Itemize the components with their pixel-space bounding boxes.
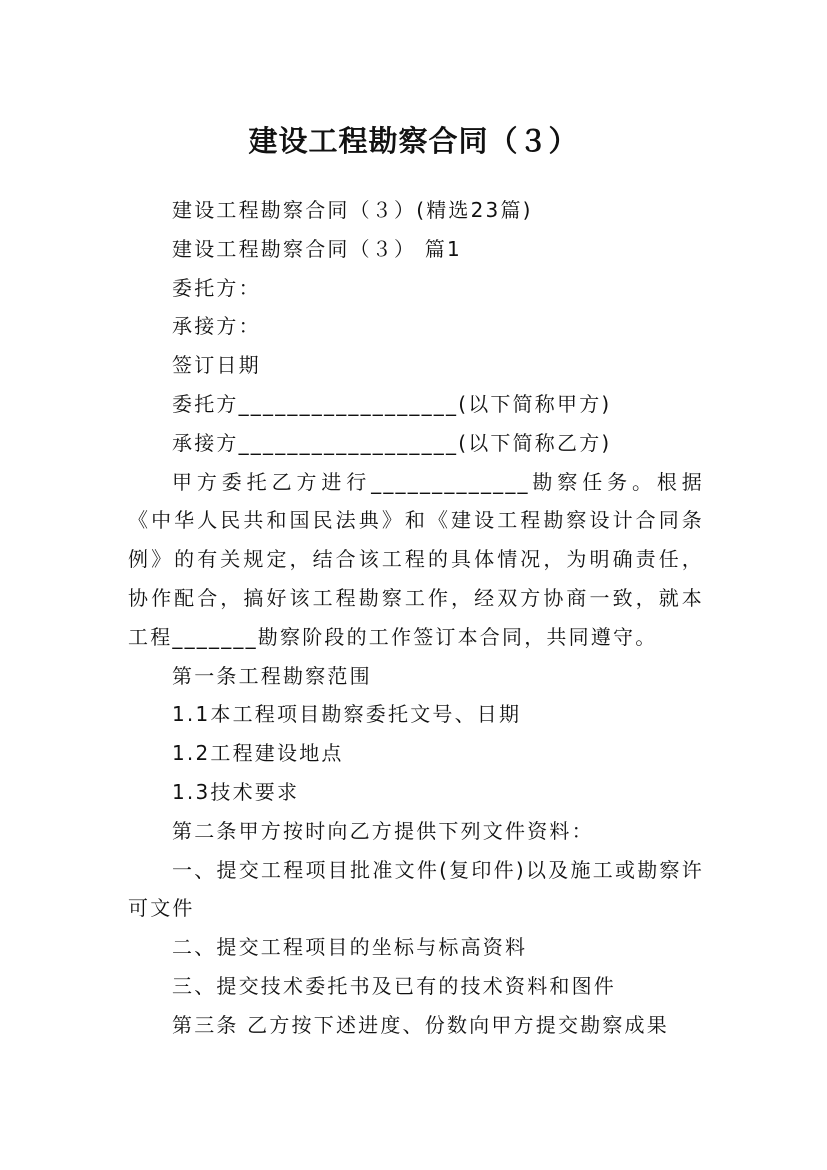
document-title: 建设工程勘察合同（３）	[248, 124, 579, 159]
paragraph-contractor-party-b: 承接方__________________(以下简称乙方)	[172, 430, 612, 455]
paragraph-article-heading: 建设工程勘察合同（３） 篇1	[172, 236, 462, 261]
paragraph-clause-2-item-1: 一、提交工程项目批准文件(复印件)以及施工或勘察许可文件	[128, 857, 704, 921]
paragraph-subtitle: 建设工程勘察合同（３）(精选23篇)	[172, 198, 533, 222]
paragraph-client-party-a: 委托方__________________(以下简称甲方)	[172, 391, 612, 416]
document-body	[128, 191, 704, 1045]
paragraph-client: 委托方：	[172, 275, 261, 300]
paragraph-signing-date: 签订日期	[172, 353, 261, 378]
paragraph-clause-1-heading: 第一条工程勘察范围	[172, 663, 372, 688]
paragraph-clause-2-item-3: 三、提交技术委托书及已有的技术资料和图件	[172, 973, 616, 998]
paragraph-clause-1-2: 1.2工程建设地点	[172, 741, 344, 766]
paragraph-clause-1-1: 1.1本工程项目勘察委托文号、日期	[172, 702, 522, 727]
paragraph-clause-2-heading: 第二条甲方按时向乙方提供下列文件资料：	[172, 818, 594, 843]
paragraph-clause-1-3: 1.3技术要求	[172, 779, 300, 804]
paragraph-clause-2-item-2: 二、提交工程项目的坐标与标高资料	[172, 935, 528, 960]
paragraph-preamble: 甲方委托乙方进行_____________勘察任务。根据《中华人民共和国民法典》和《建设工程勘察设计合同条例》的有关规定，结合该工程的具体情况，为明确责任，协作配合，搞好该工程勘察工作，经双方协商一致，就本工程_______勘察阶段的工作签订本合同，共同遵守。	[128, 469, 704, 649]
paragraph-contractor: 承接方：	[172, 314, 261, 339]
paragraph-clause-3-heading: 第三条 乙方按下述进度、份数向甲方提交勘察成果	[172, 1012, 669, 1037]
